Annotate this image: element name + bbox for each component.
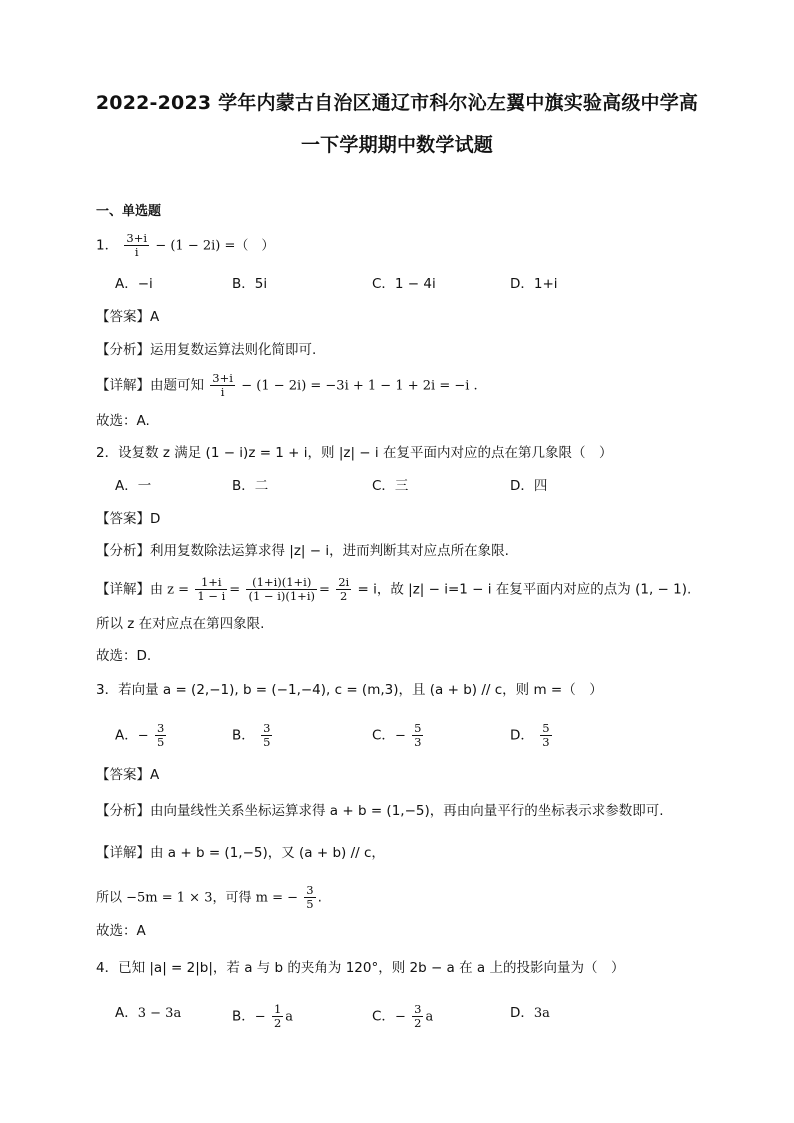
q2-option-b: B．二 xyxy=(232,478,269,494)
q2-choice: 故选：D. xyxy=(96,648,152,664)
q4-option-a: A．3 − 3a xyxy=(115,1005,182,1021)
section-heading: 一、单选题 xyxy=(96,204,162,219)
q4-option-d: D．3a xyxy=(510,1005,550,1021)
q1-option-a: A．−i xyxy=(115,276,153,292)
q2-analysis: 【分析】利用复数除法运算求得 |z| − i，进而判断其对应点所在象限. xyxy=(96,543,509,559)
doc-title-line2: 一下学期期中数学试题 xyxy=(300,134,493,156)
question-3: 3．若向量 a = (2,−1), b = (−1,−4), c = (m,3)，且 (a + b) // c，则 m =（ ） xyxy=(96,682,603,698)
q3-option-d: D． $\frac{5}{3}$ xyxy=(510,721,550,749)
q1-number: 1． xyxy=(96,237,119,254)
q4-option-c: C．− $\frac{3}{2}$ a xyxy=(372,1002,434,1030)
question-1 xyxy=(96,232,274,259)
q1-option-c: C．1 − 4i xyxy=(372,276,436,292)
q3-option-a: A．− $\frac{3}{5}$ xyxy=(115,721,165,749)
q3-answer: 【答案】A xyxy=(96,767,160,783)
q4-option-b: B．− $\frac{1}{2}$ a xyxy=(232,1002,294,1030)
q1-option-b: B．5i xyxy=(232,276,268,292)
q2-option-c: C．三 xyxy=(372,478,409,494)
q1-analysis: 【分析】运用复数运算法则化简即可. xyxy=(96,342,317,358)
q1-option-d: D．1+i xyxy=(510,276,558,292)
q3-choice: 故选：A xyxy=(96,923,146,939)
question-2: 2．设复数 z 满足 (1 − i)z = 1 + i，则 |z| − i 在复平面内对应的点在第几象限（ ） xyxy=(96,445,613,461)
q3-detail: 【详解】由 a + b = (1,−5)，又 (a + b) // c， xyxy=(96,845,385,861)
doc-title-line1: 2022-2023 学年内蒙古自治区通辽市科尔沁左翼中旗实验高级中学高 xyxy=(95,92,699,114)
q3-analysis: 【分析】由向量线性关系坐标运算求得 a + b = (1,−5)，再由向量平行的坐标表示求参数即可. xyxy=(96,803,664,819)
q2-answer: 【答案】D xyxy=(96,511,161,527)
q1-detail: 【详解】由题可知 $\frac{3+i}{i}$ − (1 − 2i) = −3i + 1 − 1 + 2i = −i . xyxy=(96,371,478,399)
q3-option-b: B． $\frac{3}{5}$ xyxy=(232,721,271,749)
question-4: 4．已知 |a| = 2|b|，若 a 与 b 的夹角为 120°，则 2b − a 在 a 上的投影向量为（ ） xyxy=(96,960,625,976)
q1-expression: − (1 − 2i) =（ ） xyxy=(155,238,275,254)
q3-conclusion: 所以 −5m = 1 × 3，可得 m = − $\frac{3}{5}$ . xyxy=(96,883,322,911)
q1-answer: 【答案】A xyxy=(96,309,160,325)
q2-detail: 【详解】由 z = $\frac{1+i}{1 - i}$ = $\frac{(1+i)(1+i)}{(1 - i)(1+i)}$ = $\frac{2i}{2}$ = i，故 |z| − i=1 − i 在复平面内对应的点为 (1, − 1). xyxy=(96,575,692,603)
q1-fraction: $\frac{3+i}{i}$ xyxy=(126,231,148,259)
q2-option-a: A．一 xyxy=(115,478,152,494)
q3-option-c: C．− $\frac{5}{3}$ xyxy=(372,721,422,749)
q1-choice: 故选：A. xyxy=(96,413,150,429)
q2-option-d: D．四 xyxy=(510,478,548,494)
q2-conclusion: 所以 z 在对应点在第四象限. xyxy=(96,616,265,632)
